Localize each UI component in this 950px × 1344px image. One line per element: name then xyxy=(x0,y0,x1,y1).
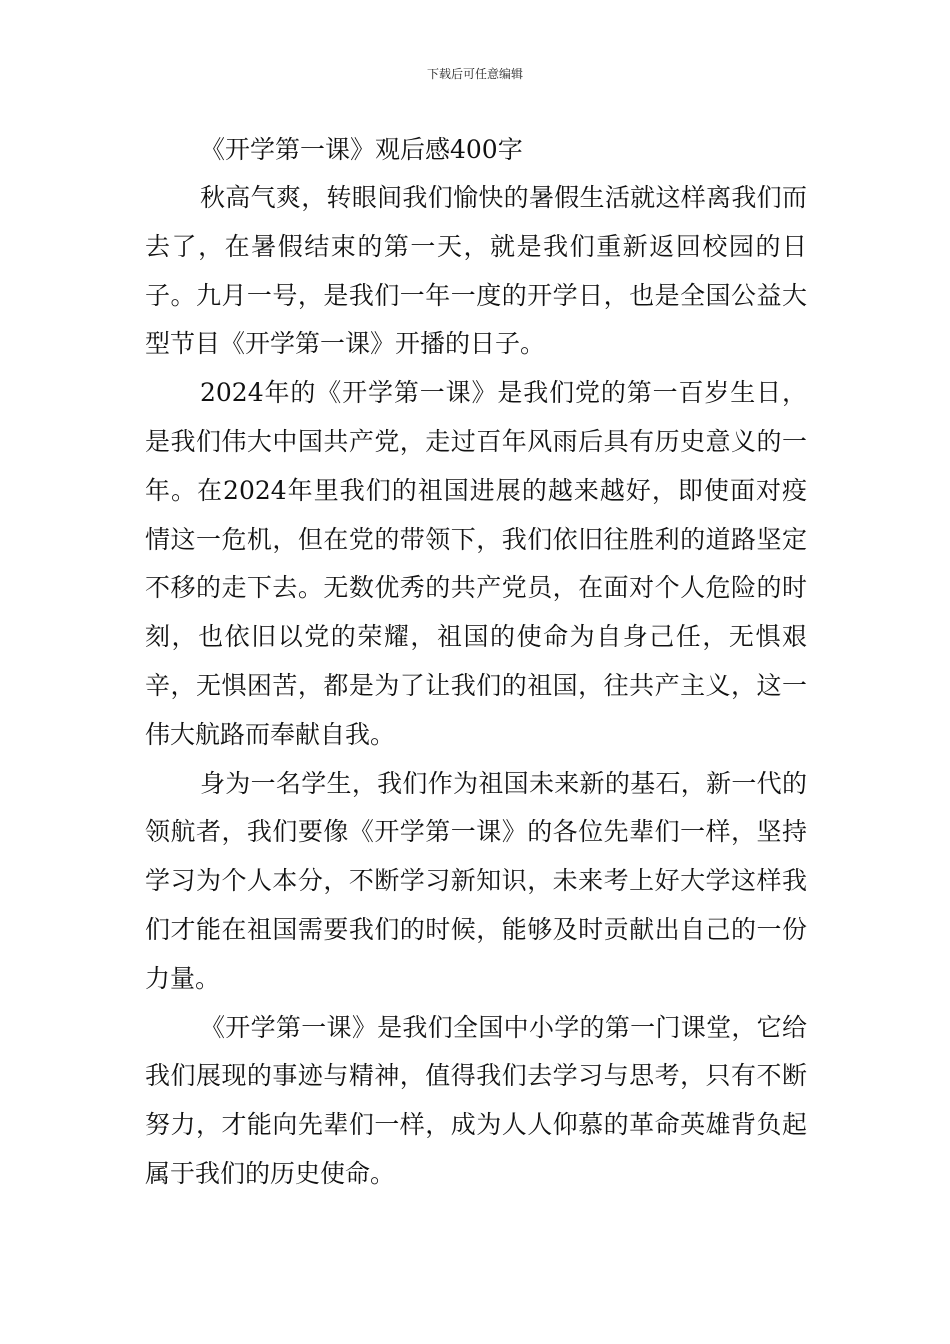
header-note: 下载后可任意编辑 xyxy=(426,67,523,81)
paragraph-1: 秋高气爽，转眼间我们愉快的暑假生活就这样离我们而去了，在暑假结束的第一天，就是我们重新返回校园的日子。九月一号，是我们一年一度的开学日，也是全国公益大型节目《开学第一课》开播的日子。 xyxy=(145,183,807,359)
paragraph-3: 身为一名学生，我们作为祖国未来新的基石，新一代的领航者，我们要像《开学第一课》的各位先辈们一样，坚持学习为个人本分，不断学习新知识，未来考上好大学这样我们才能在祖国需要我们的时候，能够及时贡献出自己的一份力量。 xyxy=(145,768,807,993)
document-title: 《开学第一课》观后感400字 xyxy=(200,135,523,164)
paragraph-4: 《开学第一课》是我们全国中小学的第一门课堂，它给我们展现的事迹与精神，值得我们去学习与思考，只有不断努力，才能向先辈们一样，成为人人仰慕的革命英雄背负起属于我们的历史使命。 xyxy=(145,1012,807,1188)
document-body xyxy=(145,126,807,1199)
paragraph-2: 2024年的《开学第一课》是我们党的第一百岁生日，是我们伟大中国共产党，走过百年风雨后具有历史意义的一年。在2024年里我们的祖国进展的越来越好，即使面对疫情这一危机，但在党的带领下，我们依旧往胜利的道路坚定不移的走下去。无数优秀的共产党员，在面对个人危险的时刻，也依旧以党的荣耀，祖国的使命为自身己任，无惧艰辛，无惧困苦，都是为了让我们的祖国，往共产主义，这一伟大航路而奉献自我。 xyxy=(145,378,807,749)
